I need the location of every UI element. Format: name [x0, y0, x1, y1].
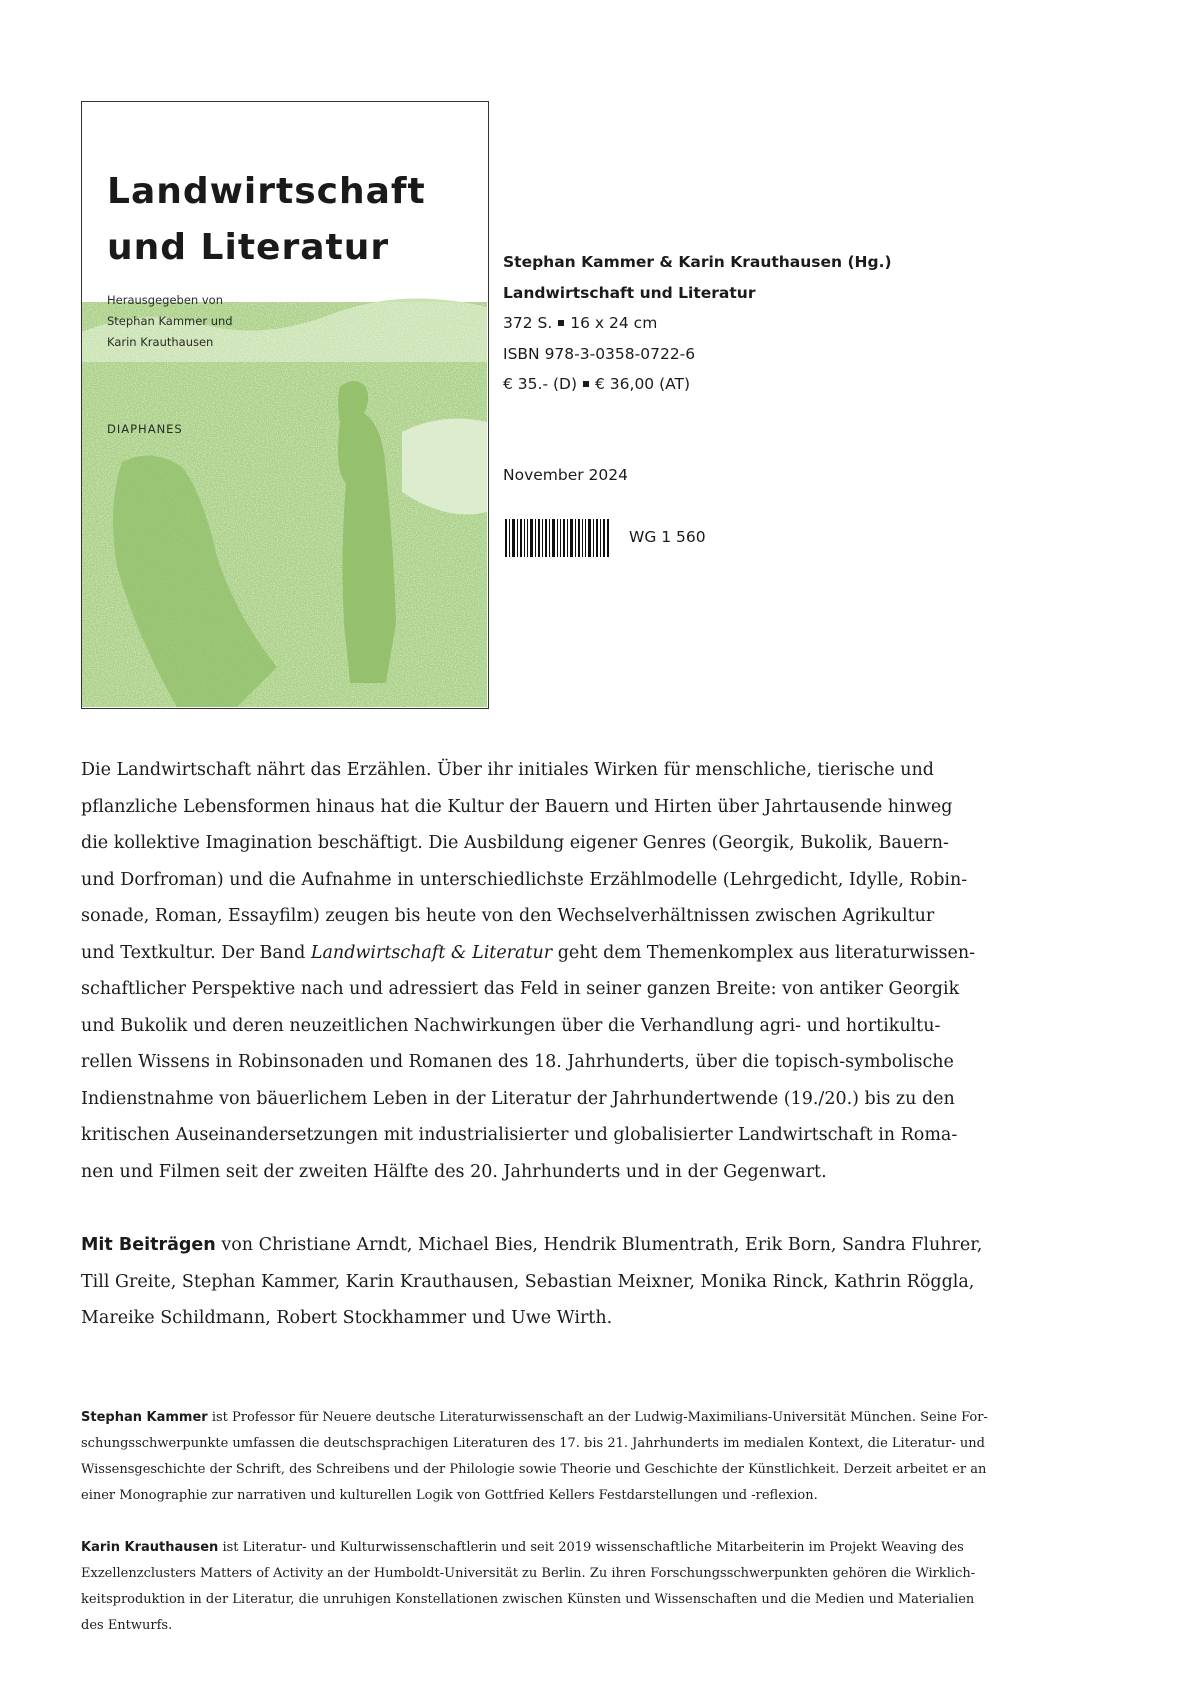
book-cover	[81, 101, 489, 709]
cover-publisher: DIAPHANES	[107, 422, 183, 436]
bio-line: Stephan Kammer ist Professor für Neuere deutsche Literaturwissenschaft an der Ludwig-Maximilians-Universität München. Seine For-	[81, 1410, 988, 1425]
book-info	[503, 247, 892, 400]
book-authors: Stephan Kammer & Karin Krauthausen (Hg.)	[503, 253, 892, 271]
cover-editors-line: Herausgegeben von	[107, 293, 223, 307]
contributors-line: Mareike Schildmann, Robert Stockhammer und Uwe Wirth.	[81, 1308, 613, 1328]
description-line: pflanzliche Lebensformen hinaus hat die Kultur der Bauern und Hirten über Jahrtausende hinweg	[81, 796, 953, 817]
cover-editors-line: Karin Krauthausen	[107, 335, 214, 349]
bio-line: Wissensgeschichte der Schrift, des Schreibens und der Philologie sowie Theorie und Geschichte der Künstlichkeit. Derzeit arbeitet er an	[81, 1462, 987, 1477]
book-title-italic: Landwirtschaft & Literatur	[310, 942, 553, 963]
description-line: Indienstnahme von bäuerlichem Leben in der Literatur der Jahrhundertwende (19./20.) bis zu den	[81, 1088, 955, 1109]
contributors	[81, 1227, 1101, 1337]
bio-line: Exzellenzclusters Matters of Activity an der Humboldt-Universität zu Berlin. Zu ihren Forschungsschwerpunkten gehören die Wirklich-	[81, 1566, 976, 1581]
description-line: Die Landwirtschaft nährt das Erzählen. Über ihr initiales Wirken für menschliche, tierische und	[81, 760, 934, 780]
book-isbn: ISBN 978-3-0358-0722-6	[503, 344, 696, 363]
bullet-square-icon	[583, 381, 589, 387]
book-price-de: € 35.- (D)	[503, 375, 577, 393]
contributors-line: Mit Beiträgen von Christiane Arndt, Michael Bies, Hendrik Blumentrath, Erik Born, Sandra Fluhrer,	[81, 1235, 983, 1255]
book-description	[81, 752, 1101, 1190]
description-line: schaftlicher Perspektive nach und adressiert das Feld in seiner ganzen Breite: von antiker Georgik	[81, 979, 960, 999]
bullet-square-icon	[558, 320, 564, 326]
book-format	[503, 308, 892, 339]
bio-line: schungsschwerpunkte umfassen die deutschsprachigen Literaturen des 17. bis 21. Jahrhunderts im medialen Kontext, die Literatur- und	[81, 1436, 985, 1451]
barcode-icon	[505, 519, 609, 557]
bio-line: des Entwurfs.	[81, 1618, 173, 1633]
description-line: nen und Filmen seit der zweiten Hälfte des 20. Jahrhunderts und in der Gegenwart.	[81, 1161, 827, 1182]
description-line: und Bukolik und deren neuzeitlichen Nachwirkungen über die Verhandlung agri- und hortikultu-	[81, 1015, 941, 1036]
bio-line: Karin Krauthausen ist Literatur- und Kulturwissenschaftlerin und seit 2019 wissenschaftliche Mitarbeiterin im Projekt Weaving des	[81, 1540, 964, 1555]
contributors-line: Till Greite, Stephan Kammer, Karin Krauthausen, Sebastian Meixner, Monika Rinck, Kathrin Röggla,	[81, 1271, 975, 1292]
bio-line: keitsproduktion in der Literatur, die unruhigen Konstellationen zwischen Künsten und Wissenschaften und die Medien und Materialien	[81, 1592, 975, 1607]
description-line: und Textkultur. Der Band Landwirtschaft & Literatur geht dem Themenkomplex aus literaturwissen-	[81, 942, 976, 963]
description-line: sonade, Roman, Essayfilm) zeugen bis heute von den Wechselverhältnissen zwischen Agrikultur	[81, 906, 935, 926]
release-date: November 2024	[503, 466, 629, 484]
cover-editors-line: Stephan Kammer und	[107, 314, 233, 328]
contributors-label: Mit Beiträgen	[81, 1235, 216, 1255]
bio-name: Stephan Kammer	[81, 1410, 208, 1425]
cover-title-line: und Literatur	[107, 227, 390, 268]
description-line: und Dorfroman) und die Aufnahme in unterschiedlichste Erzählmodelle (Lehrgedicht, Idylle, Robin-	[81, 869, 968, 890]
bio-line: einer Monographie zur narrativen und kulturellen Logik von Gottfried Kellers Festdarstellungen und -reflexion.	[81, 1488, 818, 1503]
warengruppe-code: WG 1 560	[629, 528, 706, 546]
book-pages: 372 S.	[503, 314, 553, 332]
bio-karin-krauthausen	[81, 1535, 1101, 1639]
book-title: Landwirtschaft und Literatur	[503, 283, 756, 302]
description-line: rellen Wissens in Robinsonaden und Romanen des 18. Jahrhunderts, über die topisch-symbolische	[81, 1052, 954, 1072]
book-size: 16 x 24 cm	[570, 314, 658, 332]
cover-title	[107, 164, 426, 276]
cover-editors	[107, 290, 233, 353]
cover-title-line: Landwirtschaft	[107, 171, 426, 212]
book-price-at: € 36,00 (AT)	[595, 375, 691, 393]
description-line: die kollektive Imagination beschäftigt. Die Ausbildung eigener Genres (Georgik, Bukolik, Bauern-	[81, 833, 949, 853]
description-line: kritischen Auseinandersetzungen mit industrialisierter und globalisierter Landwirtschaft in Roma-	[81, 1125, 958, 1145]
book-price	[503, 369, 892, 400]
bio-name: Karin Krauthausen	[81, 1540, 219, 1555]
bio-stephan-kammer	[81, 1405, 1101, 1509]
